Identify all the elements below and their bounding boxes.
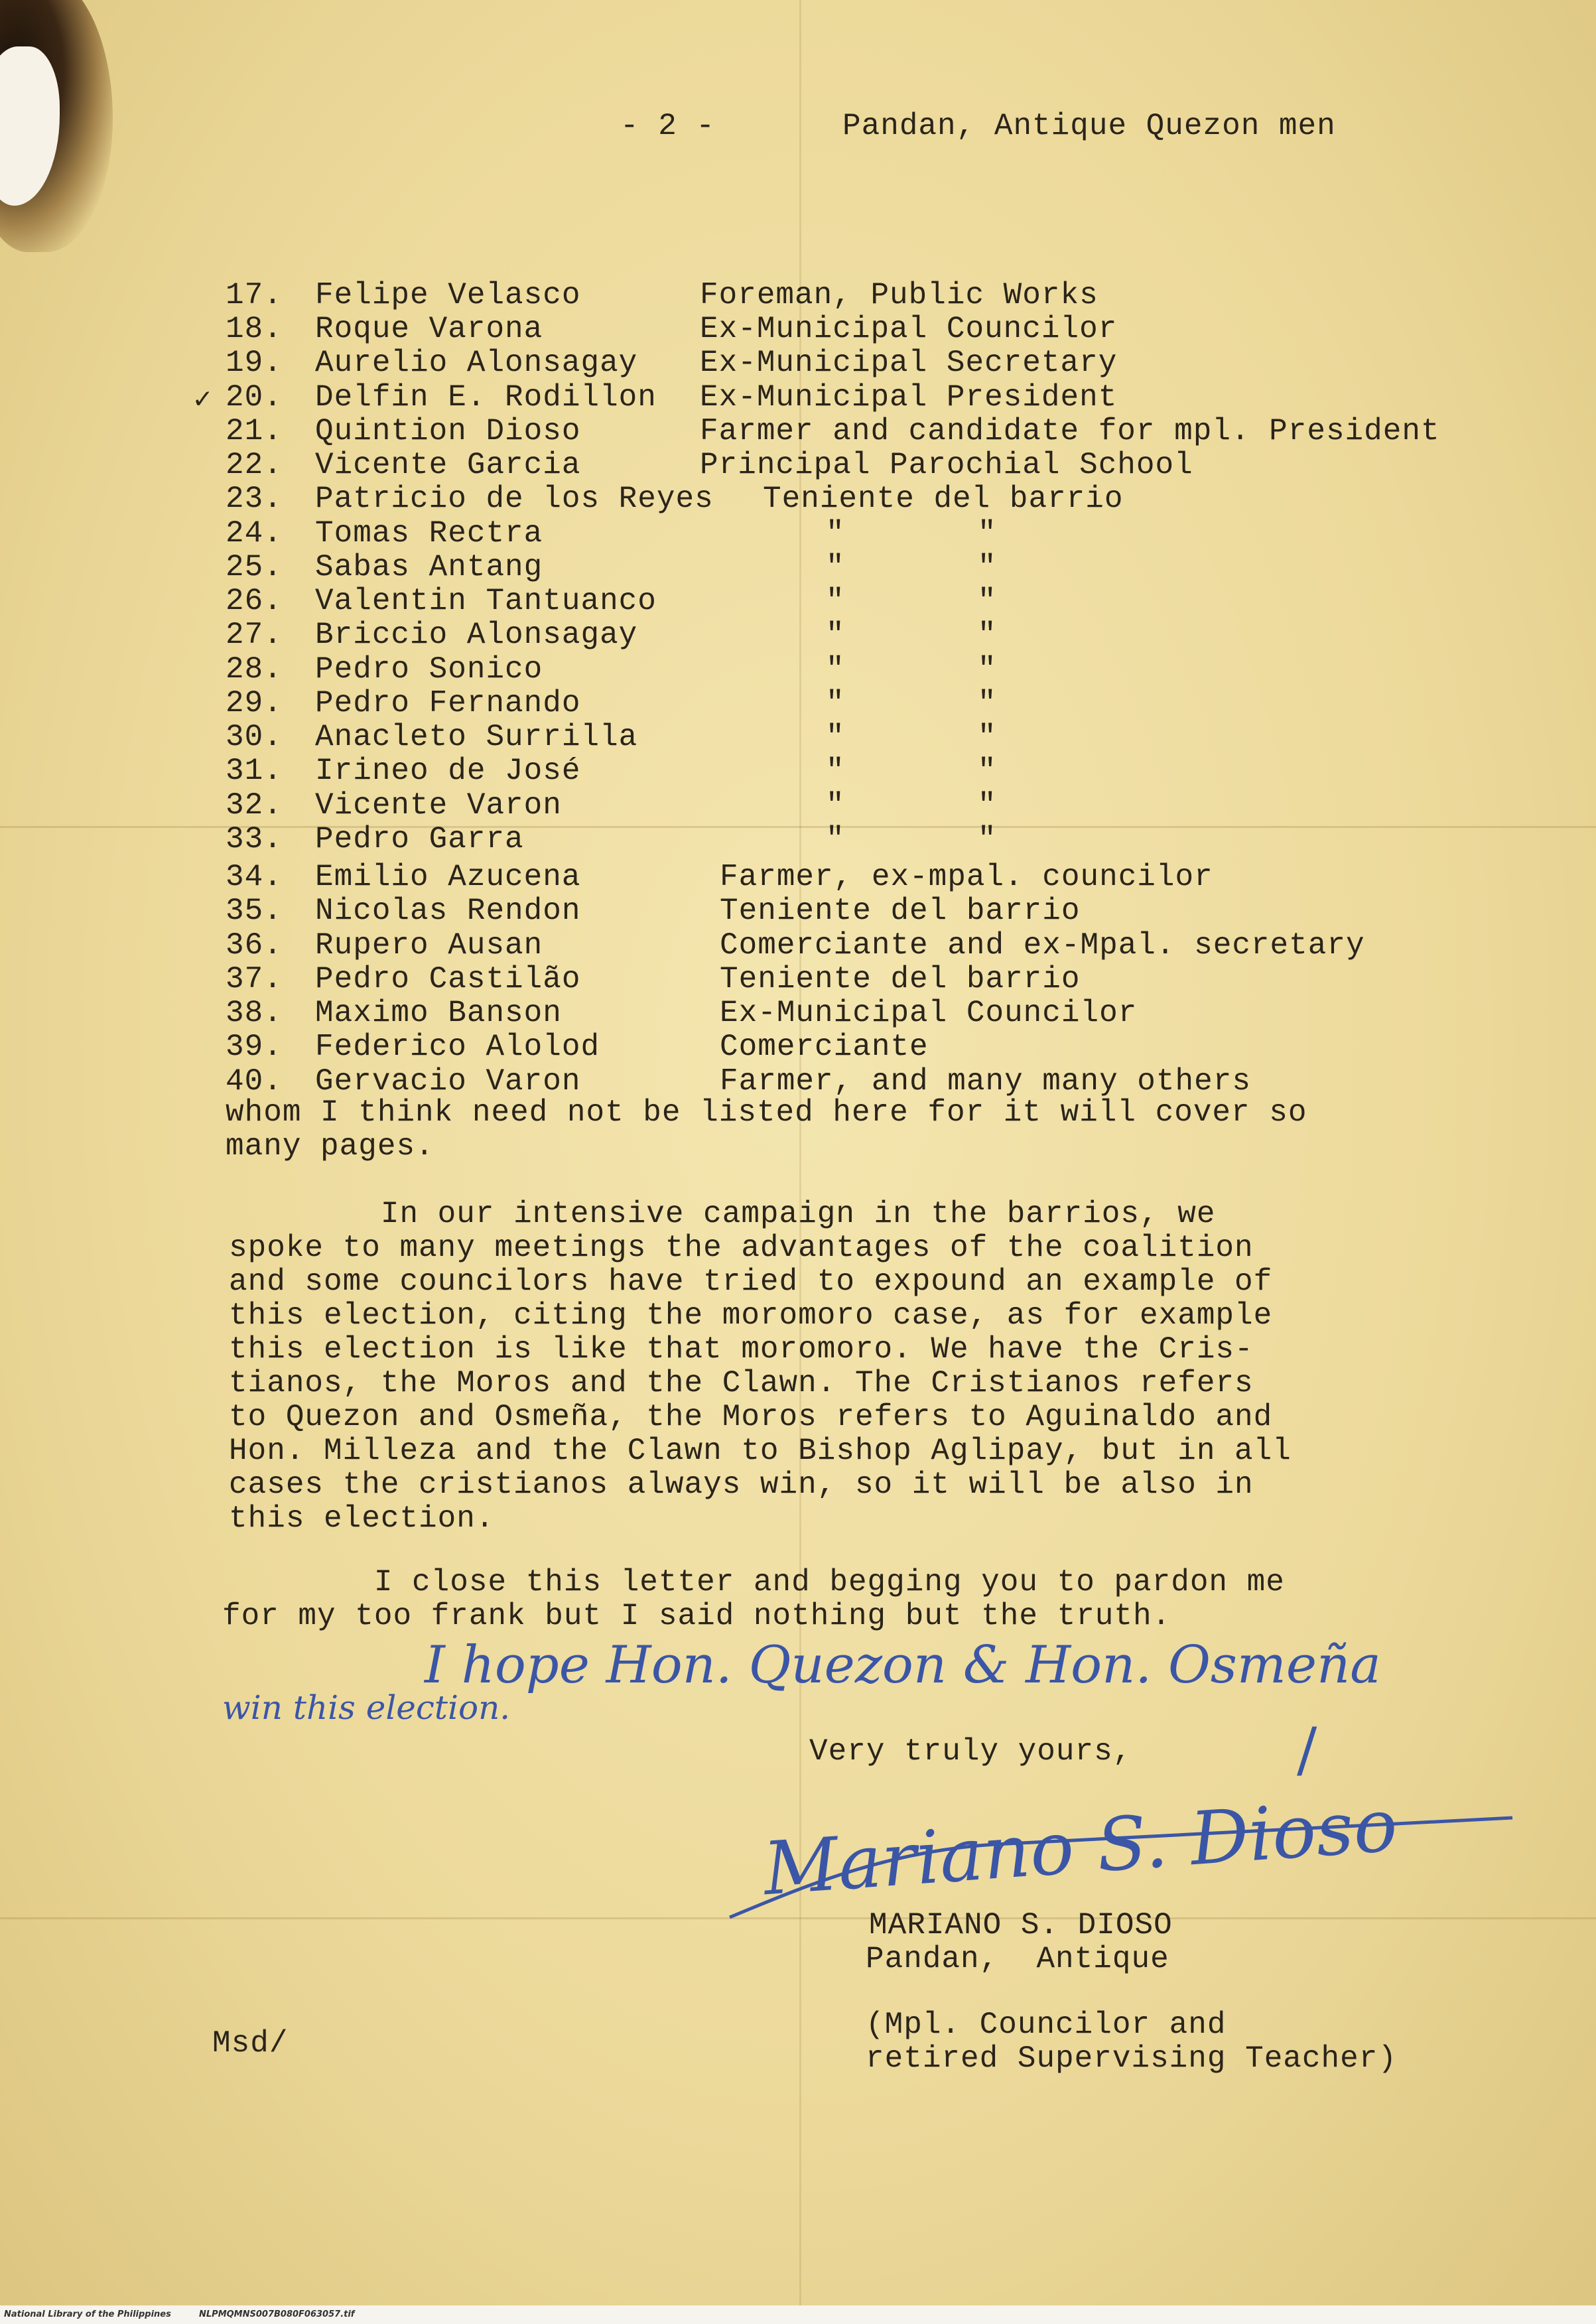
list-item: 35. Nicolas Rendon Teniente del barrio [226, 894, 1081, 928]
handwritten-note: I hope Hon. Quezon & Hon. Osmeña [425, 1635, 1381, 1695]
handwritten-note-continued: win this election. [222, 1688, 511, 1727]
list-item: 22. Vicente Garcia Principal Parochial School [226, 448, 1193, 482]
list-continuation: whom I think need not be listed here for it will cover so many pages. [226, 1095, 1307, 1164]
list-item: 26. Valentin Tantuanco " " [226, 584, 997, 618]
list-item: 19. Aurelio Alonsagay Ex-Municipal Secretary [226, 346, 1118, 380]
signature: Mariano S. Dioso [760, 1782, 1400, 1912]
list-item: 33. Pedro Garra " " [226, 822, 997, 856]
paragraph-closing: I close this letter and begging you to pardon me for my too frank but I said nothing but the truth. [222, 1565, 1285, 1633]
list-item: 20. Delfin E. Rodillon Ex-Municipal President [226, 380, 1118, 415]
archive-name: National Library of the Philippines [4, 2309, 171, 2319]
closing-salutation: Very truly yours, [809, 1734, 1132, 1769]
signer-name: MARIANO S. DIOSO [869, 1908, 1173, 1943]
list-item: 38. Maximo Banson Ex-Municipal Councilor [226, 996, 1138, 1030]
pen-mark: / [1297, 1715, 1317, 1785]
signature-stroke [730, 1818, 1512, 1917]
list-item: 40. Gervacio Varon Farmer, and many many others [226, 1064, 1251, 1099]
list-item: 27. Briccio Alonsagay " " [226, 618, 997, 652]
list-item: 25. Sabas Antang " " [226, 550, 997, 584]
list-item: 23. Patricio de los Reyes Teniente del barrio [226, 482, 1124, 516]
archive-footer [0, 2305, 1596, 2324]
signer-location: Pandan, Antique [866, 1942, 1169, 1976]
list-item: 29. Pedro Fernando " " [226, 686, 997, 720]
page-heading: Pandan, Antique Quezon men [842, 109, 1336, 143]
file-id: NLPMQMNS007B080F063057.tif [199, 2309, 355, 2319]
signer-title-line1: (Mpl. Councilor and [866, 2008, 1227, 2042]
list-item: 39. Federico Alolod Comerciante [226, 1030, 929, 1064]
list-item: 30. Anacleto Surrilla " " [226, 720, 997, 754]
signer-title-line2: retired Supervising Teacher) [866, 2041, 1397, 2076]
check-mark-icon: ✓ [194, 384, 212, 417]
list-item: 34. Emilio Azucena Farmer, ex-mpal. councilor [226, 860, 1213, 894]
burn-damage [0, 0, 113, 252]
list-item: 17. Felipe Velasco Foreman, Public Works [226, 278, 1098, 312]
list-item: 37. Pedro Castilão Teniente del barrio [226, 962, 1081, 996]
list-item: 36. Rupero Ausan Comerciante and ex-Mpal. secretary [226, 928, 1365, 963]
list-item: 24. Tomas Rectra " " [226, 516, 997, 551]
list-item: 21. Quintion Dioso Farmer and candidate for mpl. President [226, 414, 1440, 448]
list-item: 31. Irineo de José " " [226, 754, 997, 788]
list-item: 28. Pedro Sonico " " [226, 652, 997, 687]
list-item: 18. Roque Varona Ex-Municipal Councilor [226, 312, 1118, 346]
paragraph-coalition: In our intensive campaign in the barrios, we spoke to many meetings the advantages of the coalition and some councilors have tried to expound an example of this election, citing the moromoro case, as for example this election is like that moromoro. We have the Cris- tianos, the Moros and the Clawn. The Cristianos refers to Quezon and Osmeña, the Moros refers to Aguinaldo and Hon. Milleza and the Clawn to Bishop Aglipay, but in all cases the cristianos always win, so it will be also in this election. [229, 1197, 1292, 1536]
page-number: - 2 - [620, 109, 716, 143]
typist-initials: Msd/ [212, 2026, 289, 2061]
list-item: 32. Vicente Varon " " [226, 788, 997, 823]
